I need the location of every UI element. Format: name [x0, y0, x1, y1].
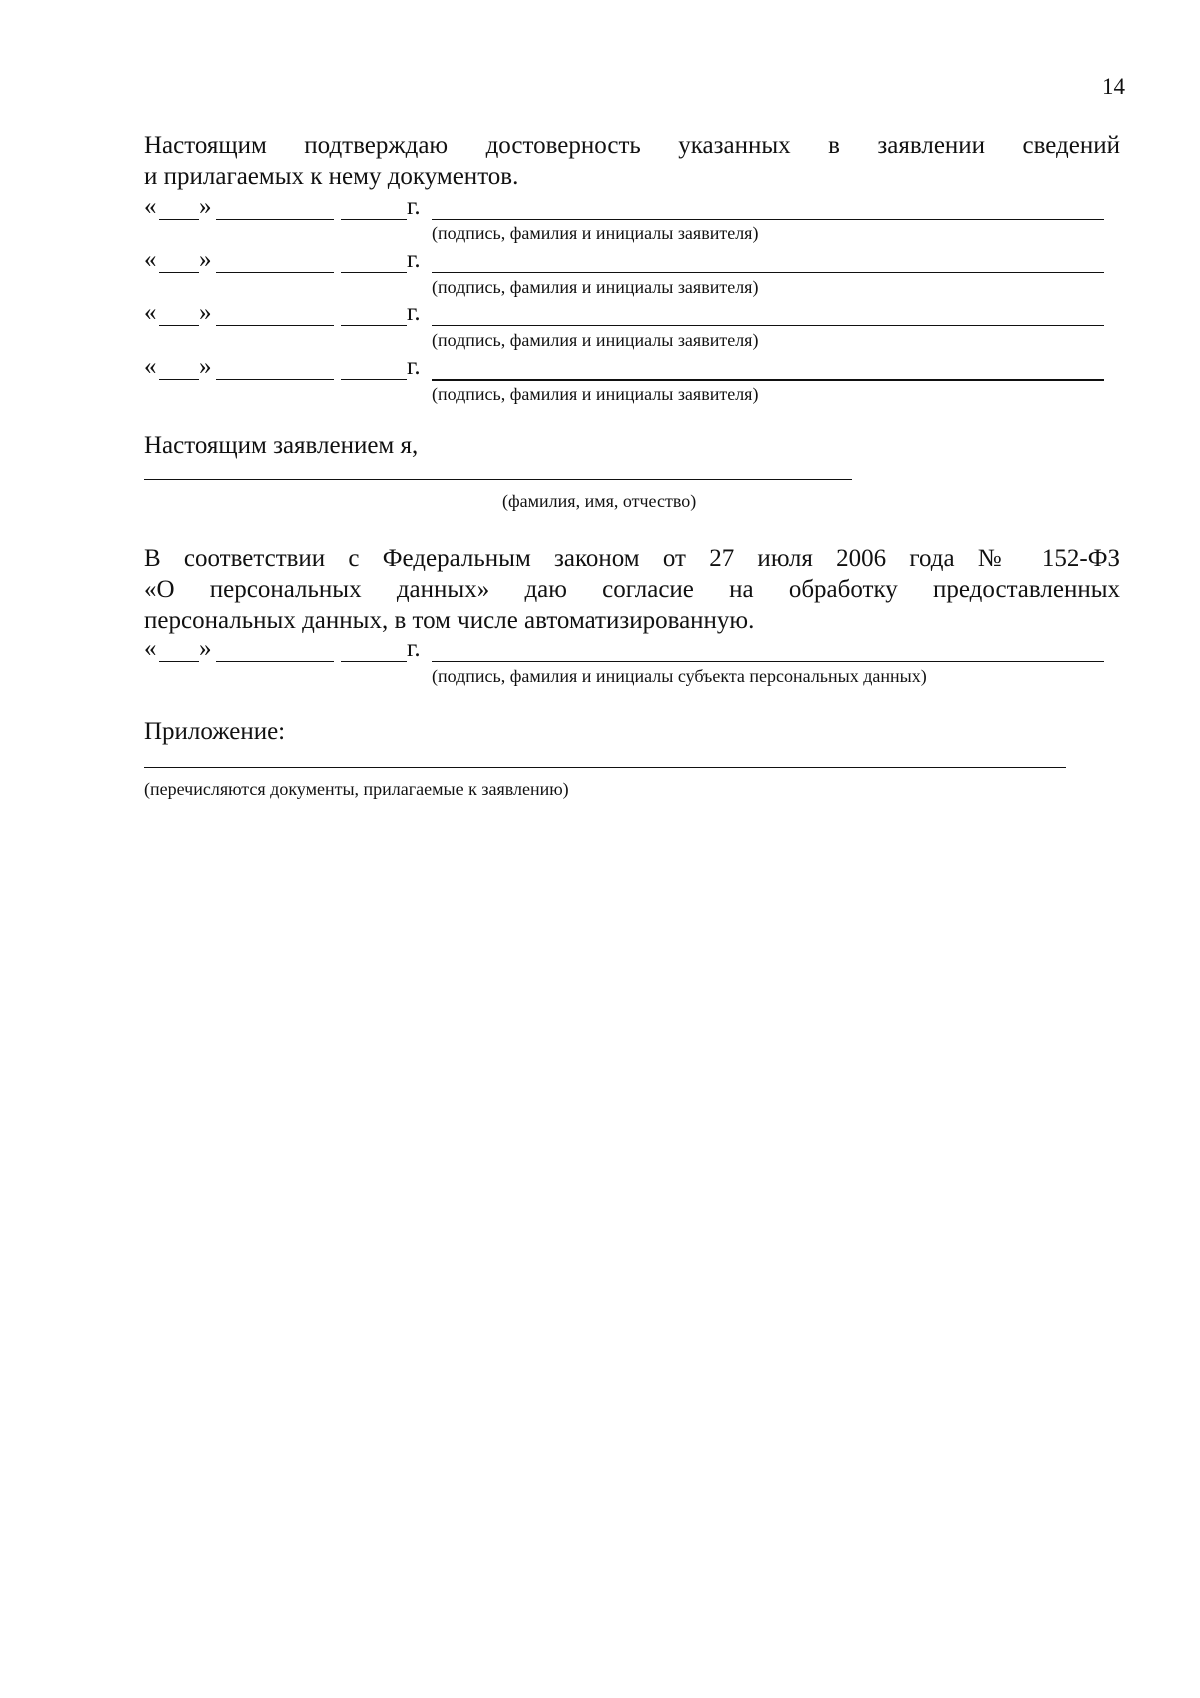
full-name-caption: (фамилия, имя, отчество)	[502, 491, 697, 511]
year-blank[interactable]	[341, 219, 407, 220]
date-signature-row	[144, 299, 1104, 329]
consent-date-signature-row	[144, 635, 1104, 665]
close-quote: »	[199, 353, 212, 380]
month-blank[interactable]	[216, 661, 334, 662]
open-quote: «	[144, 299, 157, 326]
month-blank[interactable]	[216, 219, 334, 220]
open-quote: «	[144, 246, 157, 273]
page-number: 14	[1102, 74, 1125, 99]
signature-blank[interactable]	[432, 661, 1104, 662]
statement-text: Настоящим заявлением я,	[144, 432, 419, 459]
year-blank[interactable]	[341, 661, 407, 662]
attachment-blank[interactable]	[144, 767, 1066, 768]
month-blank[interactable]	[216, 379, 334, 380]
consent-line-1: В соответствии с Федеральным законом от 27 июля 2006 года № 152-ФЗ	[144, 545, 1120, 572]
close-quote: »	[199, 635, 212, 662]
confirm-line-1: Настоящим подтверждаю достоверность указанных в заявлении сведений	[144, 132, 1120, 159]
date-signature-row	[144, 353, 1104, 383]
signature-caption: (подпись, фамилия и инициалы заявителя)	[432, 223, 759, 243]
confirm-line-2: и прилагаемых к нему документов.	[144, 163, 519, 190]
year-blank[interactable]	[341, 325, 407, 326]
open-quote: «	[144, 635, 157, 662]
day-blank[interactable]	[159, 325, 199, 326]
open-quote: «	[144, 353, 157, 380]
attachment-heading: Приложение:	[144, 718, 286, 745]
date-signature-row	[144, 193, 1104, 223]
month-blank[interactable]	[216, 325, 334, 326]
open-quote: «	[144, 193, 157, 220]
signature-blank[interactable]	[432, 325, 1104, 326]
close-quote: »	[199, 193, 212, 220]
month-blank[interactable]	[216, 272, 334, 273]
consent-signature-caption: (подпись, фамилия и инициалы субъекта персональных данных)	[432, 666, 927, 686]
year-suffix: г.	[407, 353, 421, 380]
year-suffix: г.	[407, 193, 421, 220]
consent-line-2: «О персональных данных» даю согласие на обработку предоставленных	[144, 576, 1120, 603]
signature-blank[interactable]	[432, 272, 1104, 273]
signature-caption: (подпись, фамилия и инициалы заявителя)	[432, 277, 759, 297]
close-quote: »	[199, 299, 212, 326]
signature-caption: (подпись, фамилия и инициалы заявителя)	[432, 384, 759, 404]
close-quote: »	[199, 246, 212, 273]
year-blank[interactable]	[341, 379, 407, 380]
consent-line-3: персональных данных, в том числе автоматизированную.	[144, 607, 755, 634]
year-suffix: г.	[407, 635, 421, 662]
confirm-paragraph	[144, 130, 1120, 192]
day-blank[interactable]	[159, 272, 199, 273]
day-blank[interactable]	[159, 379, 199, 380]
attachment-caption: (перечисляются документы, прилагаемые к заявлению)	[144, 779, 569, 799]
year-suffix: г.	[407, 246, 421, 273]
day-blank[interactable]	[159, 661, 199, 662]
full-name-blank[interactable]	[144, 479, 852, 480]
signature-blank[interactable]	[432, 219, 1104, 220]
year-blank[interactable]	[341, 272, 407, 273]
year-suffix: г.	[407, 299, 421, 326]
day-blank[interactable]	[159, 219, 199, 220]
signature-caption: (подпись, фамилия и инициалы заявителя)	[432, 330, 759, 350]
consent-paragraph	[144, 543, 1120, 636]
date-signature-row	[144, 246, 1104, 276]
signature-blank[interactable]	[432, 379, 1104, 381]
